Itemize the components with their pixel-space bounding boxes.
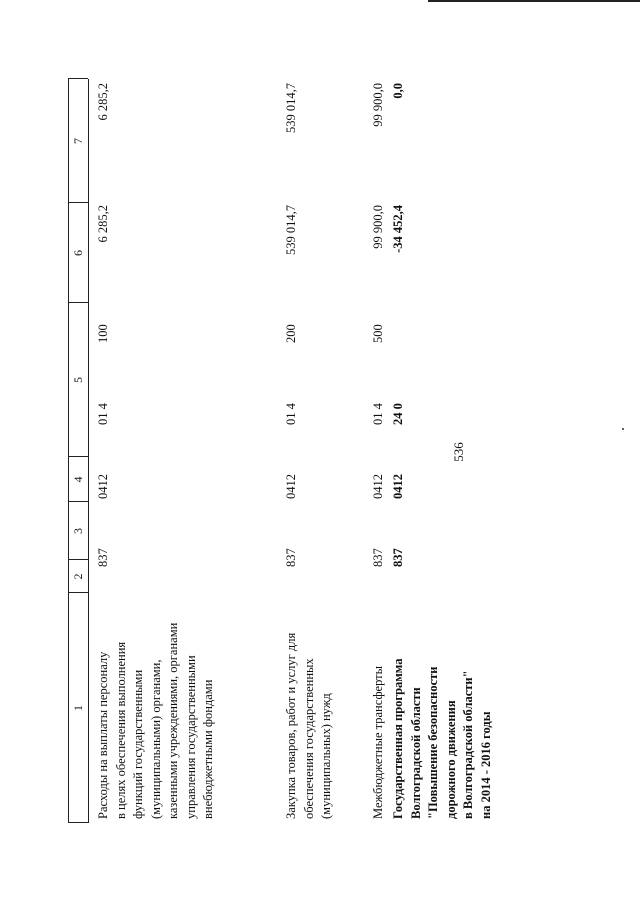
column-header: 6	[71, 250, 85, 256]
header-bottom-rule	[88, 79, 89, 823]
table-cell: 837	[284, 548, 298, 567]
table-row-name: Расходы на выплаты персоналу в целях обеспечения выполнения функций государственными (муниципальными) органами, казенными учреждениями, органами управления государственными внебюджетными фондами	[96, 622, 215, 819]
table-cell: 200	[284, 324, 298, 343]
table-cell: 6 285,2	[96, 205, 110, 243]
table-cell: 01 4	[284, 403, 298, 425]
table-cell: 837	[391, 548, 405, 567]
table-cell: 539 014,7	[284, 83, 298, 133]
table-cell: 0412	[391, 474, 405, 499]
column-header: 4	[71, 476, 85, 483]
table-cell: 837	[96, 548, 110, 567]
column-header: 3	[71, 528, 85, 534]
table-cell: 99 900,0	[371, 205, 385, 249]
table-cell: 539 014,7	[284, 205, 298, 255]
table-cell: 24 0	[391, 403, 405, 425]
table-cell: 6 285,2	[96, 83, 110, 121]
table-row-name: Межбюджетные трансферты	[371, 665, 385, 819]
table-cell: 99 900,0	[371, 83, 385, 127]
column-header: 7	[71, 138, 85, 144]
column-header: 5	[71, 377, 85, 383]
column-header: 2	[71, 573, 85, 580]
table-row-name: Закупка товаров, работ и услуг для обеспечения государственных (муниципальных) нужд	[284, 632, 333, 819]
table-cell: 0412	[284, 474, 298, 499]
table-cell: 0,0	[391, 83, 405, 99]
column-header: 1	[71, 705, 85, 711]
table-cell: 01 4	[96, 403, 110, 425]
table-cell: 837	[371, 548, 385, 567]
table-cell: 500	[371, 324, 385, 343]
table-cell: 0412	[371, 474, 385, 499]
table-cell: 0412	[96, 474, 110, 499]
table-cell: 01 4	[371, 403, 385, 425]
page-number: 536	[451, 442, 466, 462]
table-cell: 100	[96, 324, 110, 343]
table-row-name: Государственная программа Волгоградской области "Повышение безопасности дорожного движения в Волгоградской области" на 2014 - 2016 годы	[391, 658, 493, 819]
table-cell: -34 452,4	[391, 205, 405, 253]
